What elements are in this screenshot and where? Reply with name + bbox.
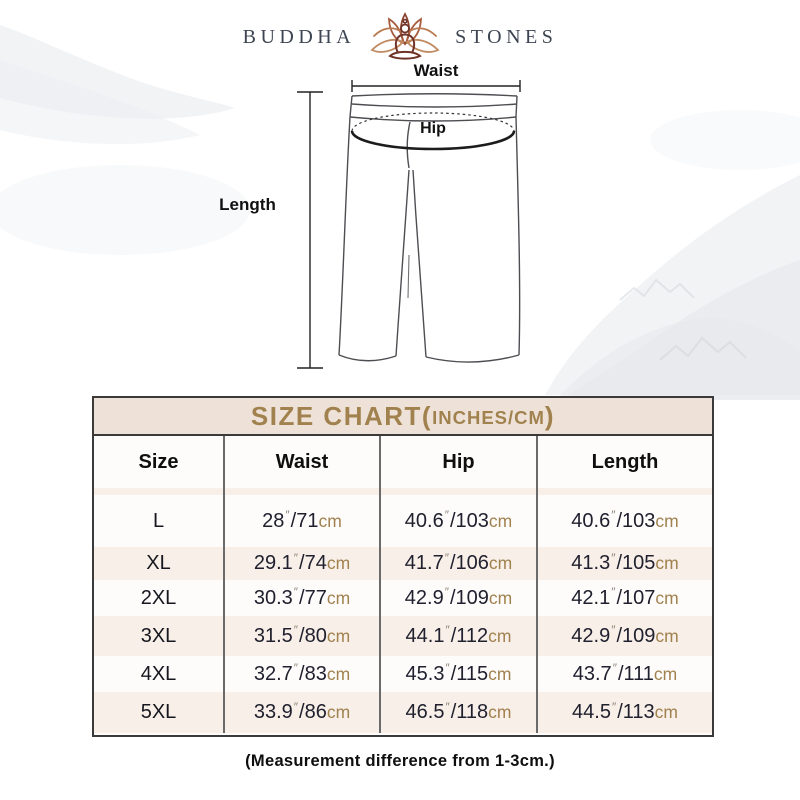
inch-mark: ″ — [611, 508, 616, 522]
waist-label: Waist — [413, 61, 459, 80]
cm-unit: cm — [326, 663, 351, 684]
column-header-length: Length — [538, 436, 712, 488]
hip-label: Hip — [420, 120, 446, 137]
cm-unit: cm — [488, 625, 512, 646]
waist-centimeters: /86 — [299, 701, 327, 723]
waist-inches: 30.3 — [253, 586, 293, 609]
cm-unit: cm — [326, 587, 351, 608]
length-inches: 40.6 — [571, 509, 611, 532]
size-value: 3XL — [140, 624, 177, 647]
size-chart-table — [92, 396, 714, 737]
size-value: XL — [146, 552, 171, 574]
length-inches: 43.7 — [572, 662, 612, 685]
size-value: L — [152, 509, 165, 532]
cm-unit: cm — [654, 702, 678, 722]
length-inches: 42.1 — [571, 586, 611, 609]
inch-mark: ″ — [293, 661, 299, 675]
header-separator-strip — [538, 488, 712, 495]
hip-cell — [381, 692, 538, 733]
inch-mark: ″ — [611, 623, 616, 637]
hip-cell — [381, 547, 538, 580]
title-main: SIZE CHART — [250, 400, 422, 431]
hip-cell — [381, 580, 538, 616]
header-separator-strip — [94, 488, 225, 495]
length-centimeters: /113 — [617, 701, 655, 723]
size-cell — [94, 656, 225, 692]
inch-mark: ″ — [293, 585, 299, 599]
length-centimeters: /105 — [616, 552, 656, 574]
size-value: 5XL — [140, 701, 177, 723]
length-cell — [538, 656, 712, 692]
waist-cell — [225, 692, 381, 733]
hip-inches: 42.9 — [404, 586, 444, 609]
inch-mark: ″ — [444, 550, 449, 565]
size-chart-title — [94, 398, 712, 436]
pants-diagram — [200, 55, 540, 395]
waist-cell — [225, 616, 381, 656]
title-paren-open: ( — [421, 400, 433, 431]
waist-centimeters: /80 — [299, 624, 327, 647]
waist-cell — [225, 547, 381, 580]
hip-inches: 40.6 — [404, 509, 444, 532]
hip-inches: 44.1 — [405, 624, 445, 647]
length-centimeters: /103 — [616, 509, 656, 532]
waist-inches: 31.5 — [253, 624, 293, 647]
length-centimeters: /107 — [616, 586, 656, 609]
length-centimeters: /111 — [617, 662, 654, 685]
size-cell — [94, 692, 225, 733]
hip-inches: 45.3 — [405, 662, 445, 685]
brand-name-left: BUDDHA — [242, 25, 356, 48]
waist-inches: 32.7 — [253, 662, 293, 685]
waist-centimeters: /74 — [299, 552, 327, 574]
length-label: Length — [219, 195, 276, 214]
title-paren-close: ) — [544, 400, 556, 431]
hip-inches: 41.7 — [404, 552, 444, 574]
cm-unit: cm — [655, 587, 679, 608]
waist-centimeters: /71 — [290, 509, 319, 532]
hip-cell — [381, 616, 538, 656]
waist-cell — [225, 656, 381, 692]
waist-centimeters: /77 — [299, 586, 327, 609]
inch-mark: ″ — [285, 508, 290, 522]
cm-unit: cm — [326, 702, 351, 722]
length-inches: 41.3 — [571, 552, 611, 574]
size-cell — [94, 495, 225, 547]
cm-unit: cm — [488, 702, 512, 722]
size-cell — [94, 580, 225, 616]
cm-unit: cm — [326, 553, 351, 573]
waist-inches: 33.9 — [253, 701, 293, 723]
inch-mark: ″ — [293, 623, 299, 637]
length-cell — [538, 547, 712, 580]
inch-mark: ″ — [445, 661, 450, 675]
inch-mark: ″ — [293, 699, 299, 714]
cm-unit: cm — [488, 663, 512, 684]
cm-unit: cm — [326, 625, 351, 646]
length-inches: 42.9 — [571, 624, 611, 647]
waist-inches: 28 — [262, 509, 285, 532]
length-cell — [538, 495, 712, 547]
hip-centimeters: /115 — [450, 662, 489, 685]
cm-unit: cm — [655, 625, 679, 646]
brand-name-right: STONES — [455, 25, 558, 48]
inch-mark: ″ — [444, 585, 449, 599]
waist-cell — [225, 495, 381, 547]
column-header-size: Size — [94, 436, 225, 488]
cm-unit: cm — [318, 510, 342, 531]
hip-inches: 46.5 — [405, 701, 445, 723]
header-separator-strip — [225, 488, 381, 495]
cm-unit: cm — [655, 510, 679, 531]
inch-mark: ″ — [445, 623, 450, 637]
length-cell — [538, 616, 712, 656]
size-value: 4XL — [140, 662, 177, 685]
hip-cell — [381, 656, 538, 692]
column-header-hip: Hip — [381, 436, 538, 488]
waist-centimeters: /83 — [299, 662, 327, 685]
hip-cell — [381, 495, 538, 547]
inch-mark: ″ — [611, 585, 616, 599]
hip-centimeters: /112 — [450, 624, 489, 647]
length-cell — [538, 692, 712, 733]
inch-mark: ″ — [611, 550, 616, 565]
cm-unit: cm — [488, 553, 513, 573]
inch-mark: ″ — [611, 699, 617, 714]
cm-unit: cm — [488, 587, 513, 608]
footer-note: (Measurement difference from 1-3cm.) — [245, 752, 555, 770]
cm-unit: cm — [655, 553, 679, 573]
size-cell — [94, 547, 225, 580]
length-inches: 44.5 — [572, 701, 611, 723]
header-separator-strip — [381, 488, 538, 495]
waist-inches: 29.1 — [253, 552, 293, 574]
hip-centimeters: /118 — [450, 701, 489, 723]
inch-mark: ″ — [293, 550, 299, 565]
hip-centimeters: /109 — [449, 586, 489, 609]
size-value: 2XL — [140, 586, 177, 609]
length-cell — [538, 580, 712, 616]
hip-centimeters: /103 — [449, 509, 489, 532]
length-centimeters: /109 — [616, 624, 656, 647]
column-header-waist: Waist — [225, 436, 381, 488]
inch-mark: ″ — [444, 508, 449, 522]
cm-unit: cm — [488, 510, 513, 531]
size-cell — [94, 616, 225, 656]
inch-mark: ″ — [445, 699, 450, 714]
size-chart-grid — [94, 436, 712, 733]
cm-unit: cm — [653, 663, 678, 684]
inch-mark: ″ — [612, 661, 617, 675]
hip-centimeters: /106 — [449, 552, 489, 574]
title-units: INCHES/CM — [432, 406, 545, 428]
waist-cell — [225, 580, 381, 616]
